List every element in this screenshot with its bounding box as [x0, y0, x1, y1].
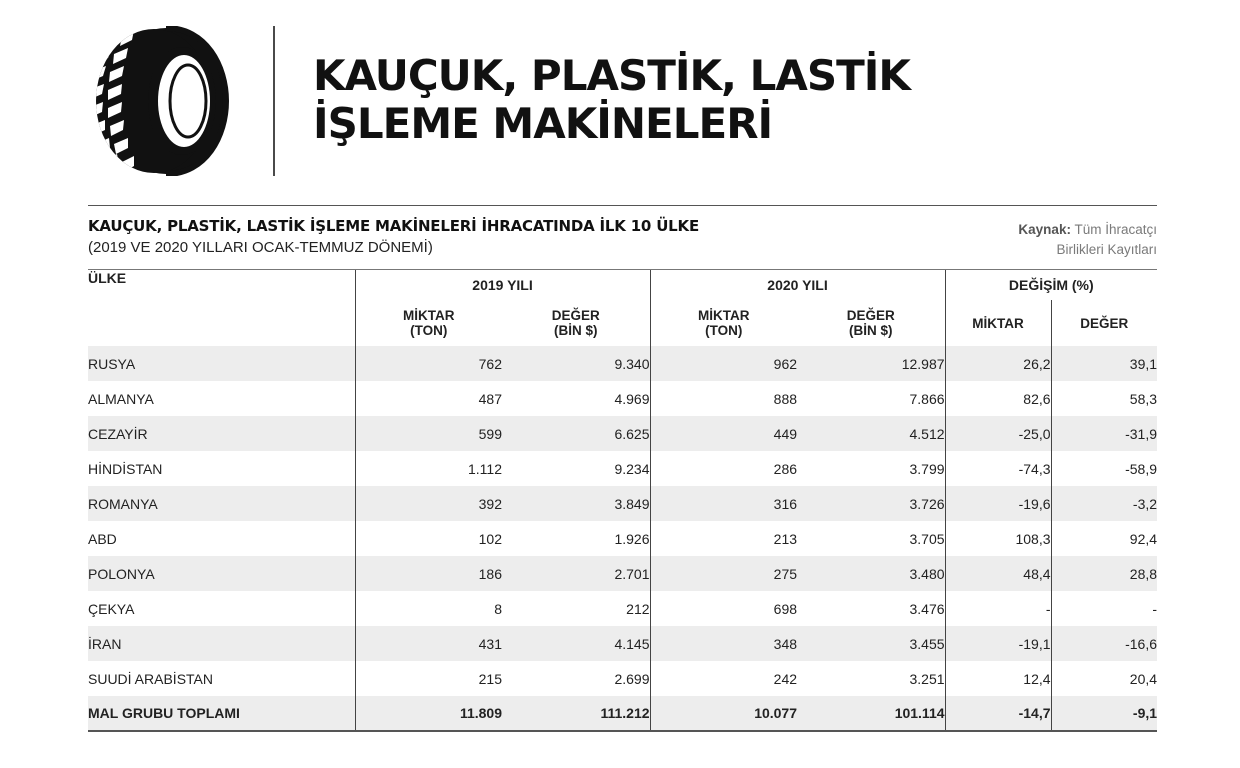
- total-label: MAL GRUBU TOPLAMI: [88, 696, 355, 731]
- total-deger-2020: 101.114: [797, 696, 945, 731]
- country-cell: İRAN: [88, 626, 355, 661]
- column-header-change-deger: DEĞER: [1051, 300, 1157, 346]
- source-note: [1018, 220, 1157, 260]
- column-header-deger-2020: DEĞER (BİN $): [846, 308, 895, 338]
- miktar-2019-cell: 599: [355, 416, 502, 451]
- miktar-2020-cell: 316: [650, 486, 797, 521]
- change-deger-cell: 92,4: [1051, 521, 1157, 556]
- change-deger-cell: 39,1: [1051, 346, 1157, 381]
- change-deger-cell: -58,9: [1051, 451, 1157, 486]
- table-row: [88, 556, 1157, 591]
- change-miktar-cell: 12,4: [945, 661, 1051, 696]
- miktar-2019-cell: 1.112: [355, 451, 502, 486]
- section-divider: [88, 205, 1157, 206]
- country-cell: CEZAYİR: [88, 416, 355, 451]
- miktar-2020-cell: 286: [650, 451, 797, 486]
- deger-2019-cell: 4.969: [614, 390, 650, 407]
- deger-2019-cell: 2.699: [614, 670, 650, 687]
- table-row: [88, 521, 1157, 556]
- total-deger-2019: 111.212: [502, 696, 650, 731]
- miktar-2019-cell: 186: [355, 556, 502, 591]
- deger-2020-cell: 3.705: [909, 530, 945, 547]
- table-row: [88, 451, 1157, 486]
- page-title-line1: KAUÇUK, PLASTİK, LASTİK: [313, 51, 910, 100]
- change-deger-cell: 58,3: [1051, 381, 1157, 416]
- change-deger-cell: 28,8: [1051, 556, 1157, 591]
- deger-2019-cell: 9.340: [502, 346, 650, 381]
- table-row: [88, 381, 1157, 416]
- change-miktar-cell: -74,3: [945, 451, 1051, 486]
- column-group-change: DEĞİŞİM (%): [945, 270, 1157, 301]
- miktar-2020-cell: 275: [650, 556, 797, 591]
- change-deger-cell: -: [1051, 591, 1157, 626]
- country-cell: ÇEKYA: [88, 600, 135, 617]
- tire-icon: [86, 26, 234, 176]
- deger-2020-cell: 3.480: [797, 556, 945, 591]
- change-deger-cell: 20,4: [1051, 661, 1157, 696]
- deger-2020-cell: 3.799: [909, 460, 945, 477]
- miktar-2019-cell: 431: [355, 626, 502, 661]
- change-deger-cell: -16,6: [1051, 626, 1157, 661]
- deger-2020-cell: 3.251: [909, 670, 945, 687]
- total-change-miktar: -14,7: [945, 696, 1051, 731]
- miktar-2020-cell: 348: [650, 626, 797, 661]
- total-change-deger: -9,1: [1051, 696, 1157, 731]
- change-miktar-cell: -: [945, 591, 1051, 626]
- page-title: [313, 52, 910, 148]
- source-label: Kaynak:: [1018, 222, 1071, 237]
- change-miktar-cell: 26,2: [945, 346, 1051, 381]
- deger-2019-cell: 212: [626, 600, 650, 617]
- deger-2019-cell: 3.849: [502, 486, 650, 521]
- deger-2019-cell: 9.234: [614, 460, 650, 477]
- country-cell: HİNDİSTAN: [88, 460, 163, 477]
- change-miktar-cell: -19,1: [945, 626, 1051, 661]
- miktar-2019-cell: 8: [355, 591, 502, 626]
- total-miktar-2020: 10.077: [650, 696, 797, 731]
- total-row: [88, 696, 1157, 731]
- change-miktar-cell: 48,4: [945, 556, 1051, 591]
- source-line1: Tüm İhracatçı: [1074, 222, 1157, 237]
- miktar-2020-cell: 698: [650, 591, 797, 626]
- change-deger-cell: -3,2: [1051, 486, 1157, 521]
- country-cell: SUUDİ ARABİSTAN: [88, 670, 213, 687]
- total-miktar-2019: 11.809: [355, 696, 502, 731]
- column-header-miktar-2020: MİKTAR (TON): [650, 300, 797, 346]
- export-table: [88, 269, 1157, 732]
- change-miktar-cell: 108,3: [945, 521, 1051, 556]
- change-miktar-cell: 82,6: [945, 381, 1051, 416]
- deger-2020-cell: 3.726: [797, 486, 945, 521]
- deger-2019-cell: 4.145: [502, 626, 650, 661]
- table-row: [88, 591, 1157, 626]
- table-row: [88, 626, 1157, 661]
- deger-2020-cell: 3.476: [909, 600, 945, 617]
- miktar-2019-cell: 762: [355, 346, 502, 381]
- column-header-miktar-2019: MİKTAR (TON): [355, 300, 502, 346]
- miktar-2019-cell: 215: [355, 661, 502, 696]
- column-header-country: ÜLKE: [88, 270, 355, 347]
- deger-2020-cell: 4.512: [797, 416, 945, 451]
- column-header-change-miktar: MİKTAR: [945, 300, 1051, 346]
- change-miktar-cell: -19,6: [945, 486, 1051, 521]
- table-title: KAUÇUK, PLASTİK, LASTİK İŞLEME MAKİNELERİ İHRACATINDA İLK 10 ÜLKE: [88, 217, 700, 235]
- deger-2019-cell: 1.926: [614, 530, 650, 547]
- miktar-2020-cell: 242: [650, 661, 797, 696]
- miktar-2020-cell: 213: [650, 521, 797, 556]
- country-cell: ABD: [88, 530, 117, 547]
- table-row: [88, 661, 1157, 696]
- country-cell: ROMANYA: [88, 486, 355, 521]
- miktar-2020-cell: 888: [650, 381, 797, 416]
- table-period: (2019 VE 2020 YILLARI OCAK-TEMMUZ DÖNEMİ): [88, 239, 433, 256]
- table-row: [88, 486, 1157, 521]
- miktar-2020-cell: 449: [650, 416, 797, 451]
- table-row: [88, 416, 1157, 451]
- miktar-2019-cell: 102: [355, 521, 502, 556]
- source-line2: Birlikleri Kayıtları: [1056, 242, 1157, 257]
- country-cell: RUSYA: [88, 346, 355, 381]
- country-cell: POLONYA: [88, 556, 355, 591]
- column-header-deger-2019: DEĞER (BİN $): [551, 308, 600, 338]
- miktar-2019-cell: 487: [355, 381, 502, 416]
- table-row: [88, 346, 1157, 381]
- header-divider: [273, 26, 275, 176]
- deger-2019-cell: 2.701: [502, 556, 650, 591]
- deger-2020-cell: 7.866: [909, 390, 945, 407]
- change-miktar-cell: -25,0: [945, 416, 1051, 451]
- deger-2020-cell: 12.987: [797, 346, 945, 381]
- deger-2020-cell: 3.455: [797, 626, 945, 661]
- deger-2019-cell: 6.625: [502, 416, 650, 451]
- column-group-2019: 2019 YILI: [355, 270, 650, 301]
- miktar-2019-cell: 392: [355, 486, 502, 521]
- change-deger-cell: -31,9: [1051, 416, 1157, 451]
- column-group-2020: 2020 YILI: [650, 270, 945, 301]
- miktar-2020-cell: 962: [650, 346, 797, 381]
- country-cell: ALMANYA: [88, 390, 154, 407]
- page-title-line2: İŞLEME MAKİNELERİ: [313, 99, 773, 148]
